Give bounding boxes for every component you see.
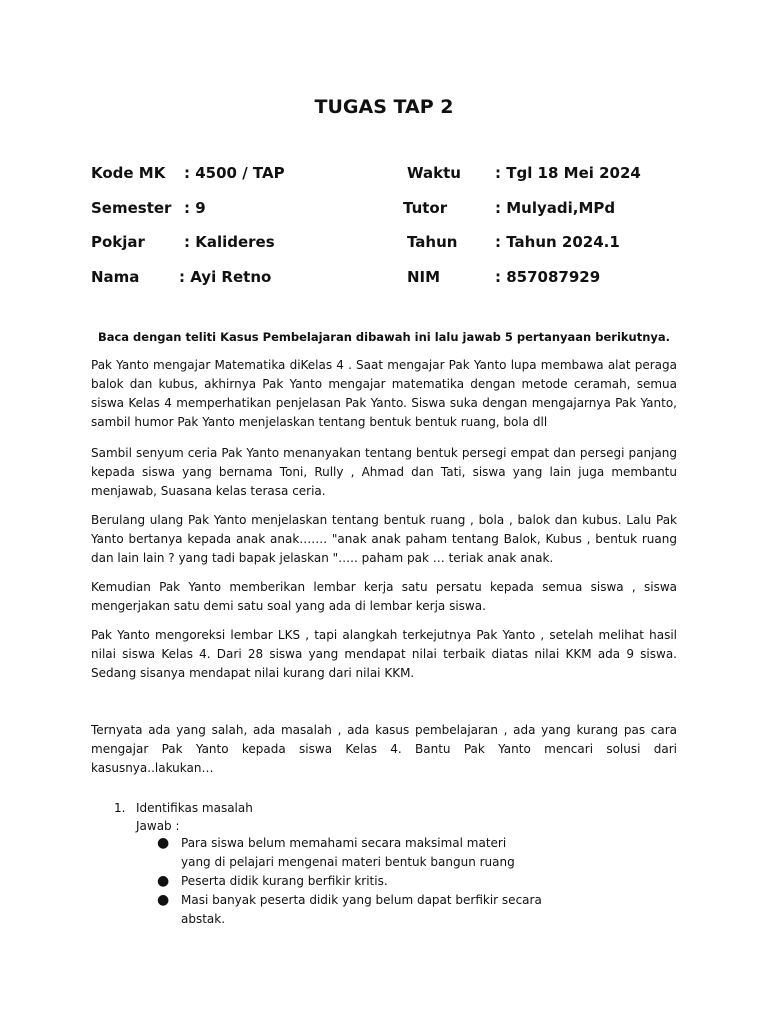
answer-label: Jawab : [136,819,180,833]
list-item-text: Peserta didik kurang berfikir kritis. [181,874,388,888]
case-paragraph: Pak Yanto mengoreksi lembar LKS , tapi alangkah terkejutnya Pak Yanto , setelah melihat hasil nilai siswa Kelas 4. Dari 28 siswa yang mendapat nilai terbaik diatas nilai KKM ada 9 siswa. Sedang sisanya mendapat nilai kurang dari nilai KKM. [91,628,677,680]
list-item-text: Para siswa belum memahami secara maksimal materi yang di pelajari mengenai materi bentuk bangun ruang [181,836,515,869]
tahun-label: Tahun [407,233,458,251]
answer-list [157,834,577,929]
pokjar-label: Pokjar [91,233,145,251]
nama-label: Nama [91,268,140,286]
case-paragraph: Pak Yanto mengajar Matematika diKelas 4 . Saat mengajar Pak Yanto lupa membawa alat peraga balok dan kubus, akhirnya Pak Yanto mengajar matematika dengan metode ceramah, semua siswa Kelas 4 memperhatikan penjelasan Pak Yanto. Siswa suka dengan mengajarnya Pak Yanto, sambil humor Pak Yanto menjelaskan tentang bentuk bentuk ruang, bola dll [91,358,677,429]
bullet-icon: ● [157,892,170,908]
list-item-text: Masi banyak peserta didik yang belum dapat berfikir secara abstak. [181,893,542,926]
waktu-label: Waktu [407,164,461,182]
nim-label: NIM [407,268,441,286]
nim-value: : 857087929 [495,268,601,286]
case-paragraph: Kemudian Pak Yanto memberikan lembar kerja satu persatu kepada semua siswa , siswa mengerjakan satu demi satu soal yang ada di lembar kerja siswa. [91,580,677,613]
case-paragraph: Sambil senyum ceria Pak Yanto menanyakan tentang bentuk persegi empat dan persegi panjang kepada siswa yang bernama Toni, Rully , Ahmad dan Tati, siswa yang lain juga membantu menjawab, Suasana kelas terasa ceria. [91,446,677,498]
tutor-value: : Mulyadi,MPd [495,199,616,217]
tutor-label: Tutor [403,199,448,217]
question-1 [114,799,253,818]
list-item [157,834,577,872]
kode-mk-label: Kode MK [91,164,166,182]
bullet-icon: ● [157,873,170,889]
closing-paragraph: Ternyata ada yang salah, ada masalah , ada kasus pembelajaran , ada yang kurang pas cara mengajar Pak Yanto kepada siswa Kelas 4. Bantu Pak Yanto mencari solusi dari kasusnya..lakukan… [91,723,677,775]
kode-mk-value: : 4500 / TAP [184,164,285,182]
waktu-value: : Tgl 18 Mei 2024 [495,164,641,182]
page-title: TUGAS TAP 2 [314,96,454,118]
instruction-text: Baca dengan teliti Kasus Pembelajaran dibawah ini lalu jawab 5 pertanyaan berikutnya. [97,330,671,344]
nama-value: : Ayi Retno [179,268,272,286]
question-number: 1. [114,801,126,815]
pokjar-value: : Kalideres [184,233,275,251]
list-item [157,872,577,891]
semester-value: : 9 [184,199,206,217]
bullet-icon: ● [157,835,170,851]
case-paragraph: Berulang ulang Pak Yanto menjelaskan tentang bentuk ruang , bola , balok dan kubus. Lalu Pak Yanto bertanya kepada anak anak……. "anak anak paham tentang Balok, Kubus , bentuk ruang dan lain lain ? yang tadi bapak jelaskan "….. paham pak … teriak anak anak. [91,513,677,565]
semester-label: Semester [91,199,172,217]
question-text: Identifikas masalah [136,801,253,815]
list-item [157,891,577,929]
tahun-value: : Tahun 2024.1 [495,233,620,251]
